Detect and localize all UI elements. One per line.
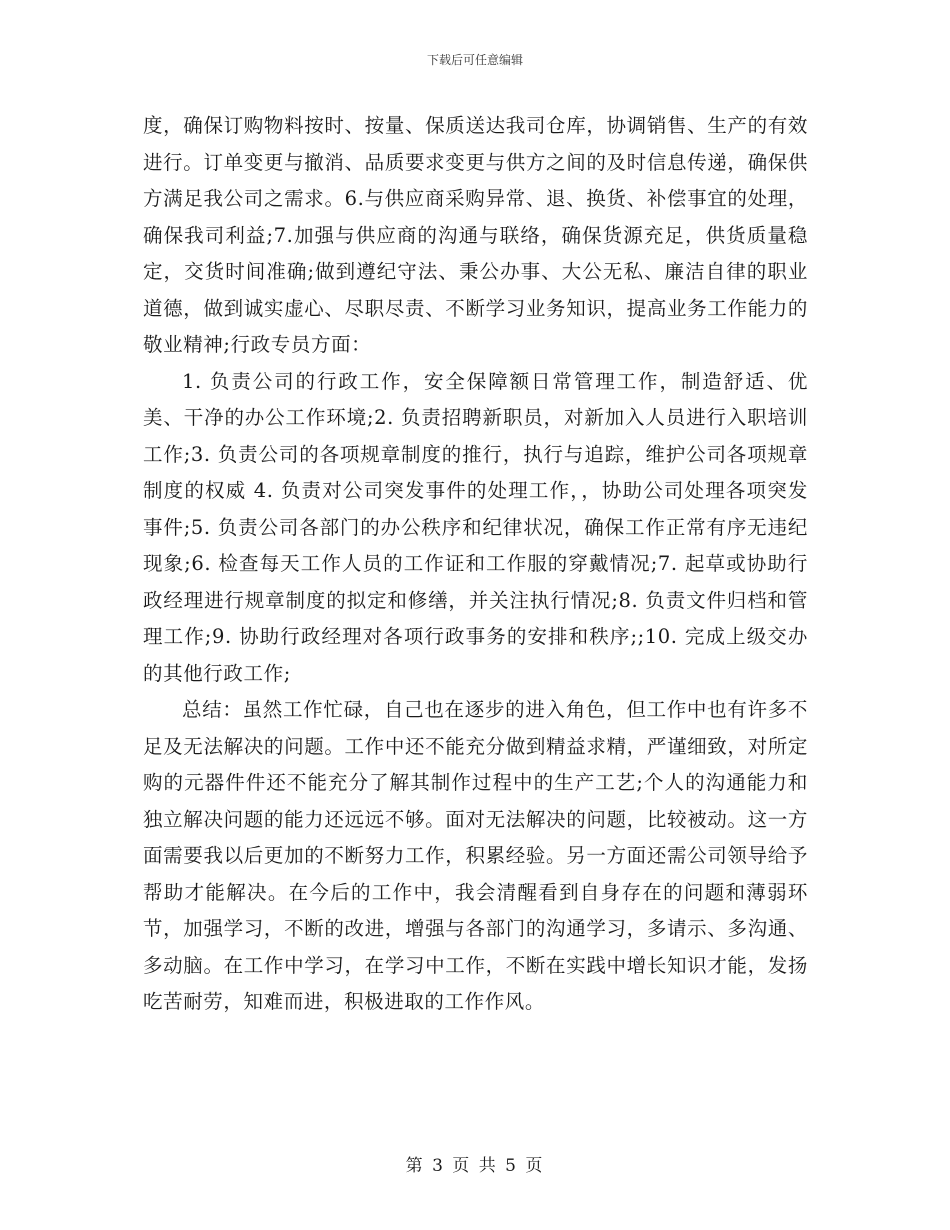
document-body bbox=[143, 108, 808, 1021]
page-header: 下载后可任意编辑 bbox=[426, 53, 523, 67]
paragraph-summary: 总结：虽然工作忙碌，自己也在逐步的进入角色，但工作中也有许多不足及无法解决的问题。工作中还不能充分做到精益求精，严谨细致，对所定购的元器件件还不能充分了解其制作过程中的生产工艺;个人的沟通能力和独立解决问题的能力还远远不够。面对无法解决的问题，比较被动。这一方面需要我以后更加的不断努力工作，积累经验。另一方面还需公司领导给予帮助才能解决。在今后的工作中，我会清醒看到自身存在的问题和薄弱环节，加强学习，不断的改进，增强与各部门的沟通学习，多请示、多沟通、多动脑。在工作中学习，在学习中工作，不断在实践中增长知识才能，发扬吃苦耐劳，知难而进，积极进取的工作作风。 bbox=[143, 698, 808, 1013]
paragraph-procurement-duties: 度，确保订购物料按时、按量、保质送达我司仓库，协调销售、生产的有效进行。订单变更与撤消、品质要求变更与供方之间的及时信息传递，确保供方满足我公司之需求。6.与供应商采购异常、退、换货、补偿事宜的处理，确保我司利益;7.加强与供应商的沟通与联络，确保货源充足，供货质量稳定，交货时间准确;做到遵纪守法、秉公办事、大公无私、廉洁自律的职业道德，做到诚实虚心、尽职尽责、不断学习业务知识，提高业务工作能力的敬业精神;行政专员方面： bbox=[143, 114, 808, 356]
paragraph-admin-duties: 1. 负责公司的行政工作，安全保障额日常管理工作，制造舒适、优美、干净的办公工作环境;2. 负责招聘新职员，对新加入人员进行入职培训工作;3. 负责公司的各项规章制度的推行，执行与追踪，维护公司各项规章制度的权威 4. 负责对公司突发事件的处理工作，，协助公司处理各项突发事件;5. 负责公司各部门的办公秩序和纪律状况，确保工作正常有序无违纪现象;6. 检查每天工作人员的工作证和工作服的穿戴情况;7. 起草或协助行政经理进行规章制度的拟定和修缮，并关注执行情况;8. 负责文件归档和管理工作;9. 协助行政经理对各项行政事务的安排和秩序;;10. 完成上级交办的其他行政工作; bbox=[143, 369, 808, 685]
page-number-footer: 第 3 页 共 5 页 bbox=[405, 1156, 545, 1176]
